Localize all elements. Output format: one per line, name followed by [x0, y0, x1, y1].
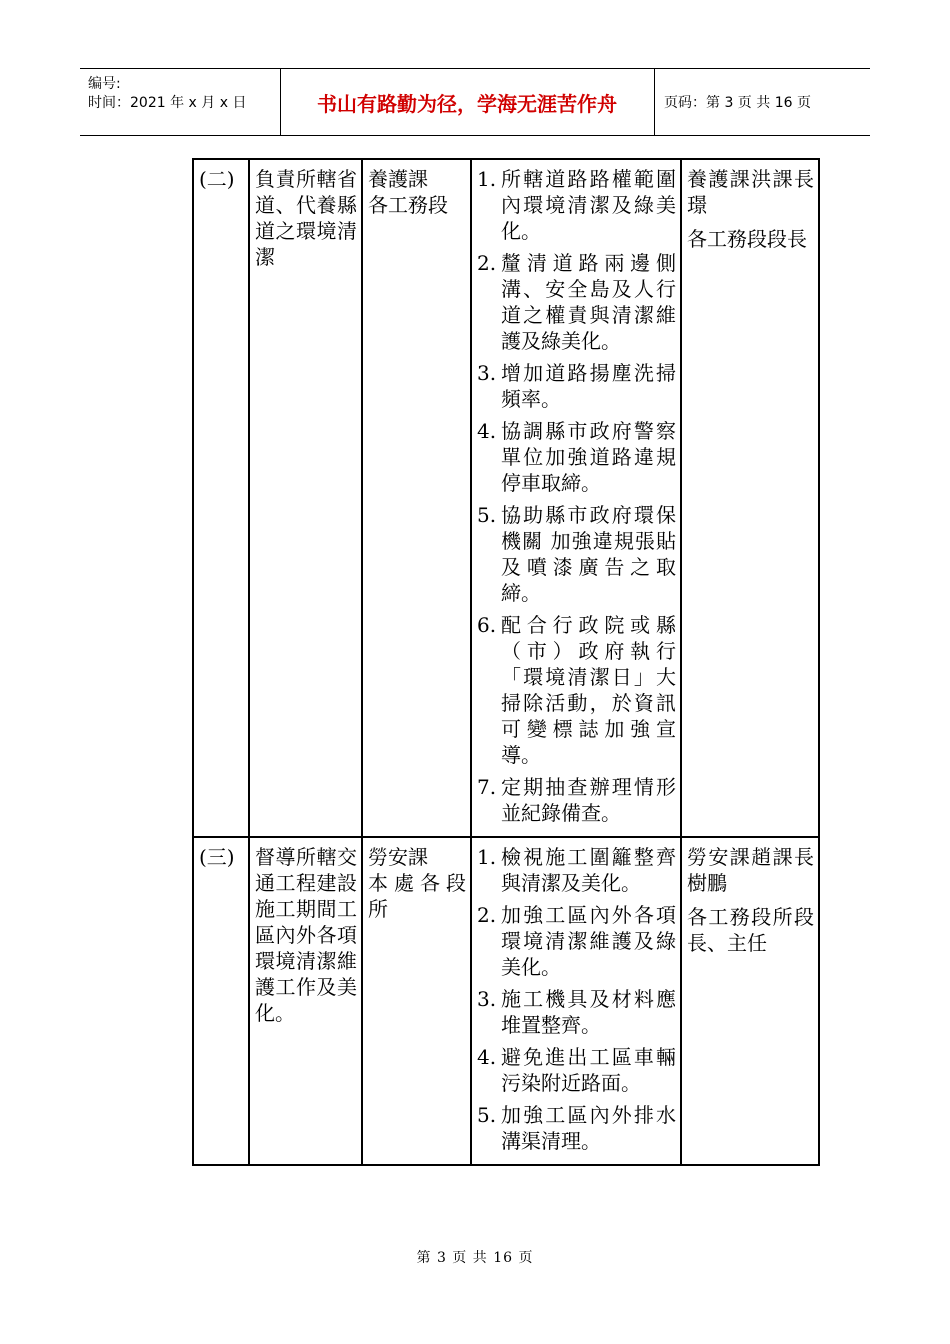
row-units	[362, 159, 471, 837]
header-divider	[654, 69, 655, 135]
list-item: 6. 配合行政院或縣（市）政府執行「環境清潔日」大掃除活動，於資訊可變標誌加強宣導。	[477, 613, 676, 767]
row-units	[362, 837, 471, 1165]
page-header	[80, 68, 870, 136]
row-responsible	[681, 159, 819, 837]
unit: 各工務段	[368, 193, 448, 217]
row-items	[471, 159, 681, 837]
row-task: 負責所轄省道、代養縣道之環境清潔	[249, 159, 362, 837]
row-task: 督導所轄交通工程建設施工期間工區內外各項環境清潔維護工作及美化。	[249, 837, 362, 1165]
list-item: 4. 避免進出工區車輛污染附近路面。	[477, 1045, 676, 1095]
page-footer: 第 3 页 共 16 页	[416, 1250, 534, 1266]
unit: 養護課	[368, 167, 428, 191]
row-number: (二)	[193, 159, 249, 837]
list-item: 1. 所轄道路路權範圍內環境清潔及綠美化。	[477, 167, 676, 243]
list-item: 2. 加強工區內外各項環境清潔維護及綠美化。	[477, 903, 676, 979]
unit: 本處各段所	[368, 871, 466, 921]
responsible-person: 各工務段段長	[687, 227, 807, 251]
list-item: 2. 釐清道路兩邊側溝、安全島及人行道之權責與清潔維護及綠美化。	[477, 251, 676, 353]
responsible-person: 勞安課趙課長樹鵬	[687, 845, 814, 895]
code-label: 编号:	[88, 76, 121, 92]
list-item: 4. 協調縣市政府警察單位加強道路違規停車取締。	[477, 419, 676, 495]
responsible-person: 各工務段所段長、主任	[687, 905, 814, 955]
header-meta	[88, 75, 246, 113]
header-page-info: 页码：第 3 页 共 16 页	[664, 95, 811, 111]
table-row	[193, 837, 819, 1165]
row-responsible	[681, 837, 819, 1165]
list-item: 5. 協助縣市政府環保機關 加強違規張貼及噴漆廣告之取締。	[477, 503, 676, 605]
table-row	[193, 159, 819, 837]
list-item: 5. 加強工區內外排水溝渠清理。	[477, 1103, 676, 1153]
time-label: 时间：2021 年 x 月 x 日	[88, 95, 247, 111]
list-item: 3. 施工機具及材料應堆置整齊。	[477, 987, 676, 1037]
row-number: (三)	[193, 837, 249, 1165]
list-item: 3. 增加道路揚塵洗掃頻率。	[477, 361, 676, 411]
list-item: 7. 定期抽查辦理情形並紀錄備查。	[477, 775, 676, 825]
list-item: 1. 檢視施工圍籬整齊與清潔及美化。	[477, 845, 676, 895]
header-motto: 书山有路勤为径，学海无涯苦作舟	[317, 92, 617, 116]
unit: 勞安課	[368, 845, 428, 869]
row-items	[471, 837, 681, 1165]
responsible-person: 養護課洪課長璟	[687, 167, 814, 217]
task-table	[192, 158, 820, 1166]
